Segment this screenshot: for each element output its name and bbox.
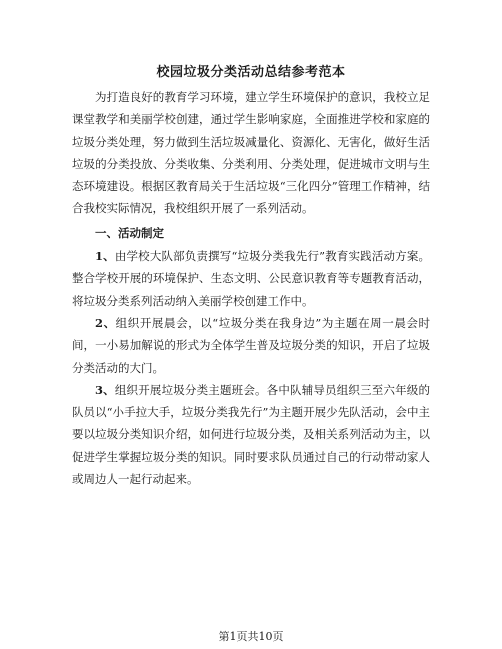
item-number: 3、 xyxy=(95,382,115,397)
item-text: 组织开展晨会，以“垃圾分类在我身边”为主题在周一晨会时间，一小易加解说的形式为全体学生普及垃圾分类的知识，开启了垃圾分类活动的大门。 xyxy=(72,315,430,375)
list-item xyxy=(72,312,430,379)
item-number: 2、 xyxy=(95,315,116,330)
section-heading: 一、活动制定 xyxy=(95,225,164,240)
item-text: 组织开展垃圾分类主题班会。各中队辅导员组织三至六年级的队员以“小手拉大手，垃圾分类我先行”为主题开展少先队活动，会中主要以垃圾分类知识介绍，如何进行垃圾分类，及相关系列活动为主，以促进学生掌握垃圾分类的知识。同时要求队员通过自己的行动带动家人或周边人一起行动起来。 xyxy=(72,382,430,487)
item-text: 由学校大队部负责撰写“垃圾分类我先行”教育实践活动方案。整合学校开展的环境保护、生态文明、公民意识教育等专题教育活动，将垃圾分类系列活动纳入美丽学校创建工作中。 xyxy=(72,249,430,308)
intro-paragraph: 为打造良好的教育学习环境，建立学生环境保护的意识，我校立足课堂教学和美丽学校创建，通过学生影响家庭，全面推进学校和家庭的垃圾分类处理，努力做到生活垃圾减量化、资源化、无害化，做好生活垃圾的分类投放、分类收集、分类利用、分类处理，促进城市文明与生态环境建设。根据区教育局关于生活垃圾“三化四分”管理工作精神，结合我校实际情况，我校组织开展了一系列活动。 xyxy=(72,90,430,216)
list-item xyxy=(72,245,430,312)
document-title: 校园垃圾分类活动总结参考范本 xyxy=(156,65,346,80)
document-body xyxy=(72,86,430,490)
list-item xyxy=(72,379,430,490)
item-number: 1、 xyxy=(95,249,115,264)
page-number-footer: 第1页共10页 xyxy=(218,630,284,643)
